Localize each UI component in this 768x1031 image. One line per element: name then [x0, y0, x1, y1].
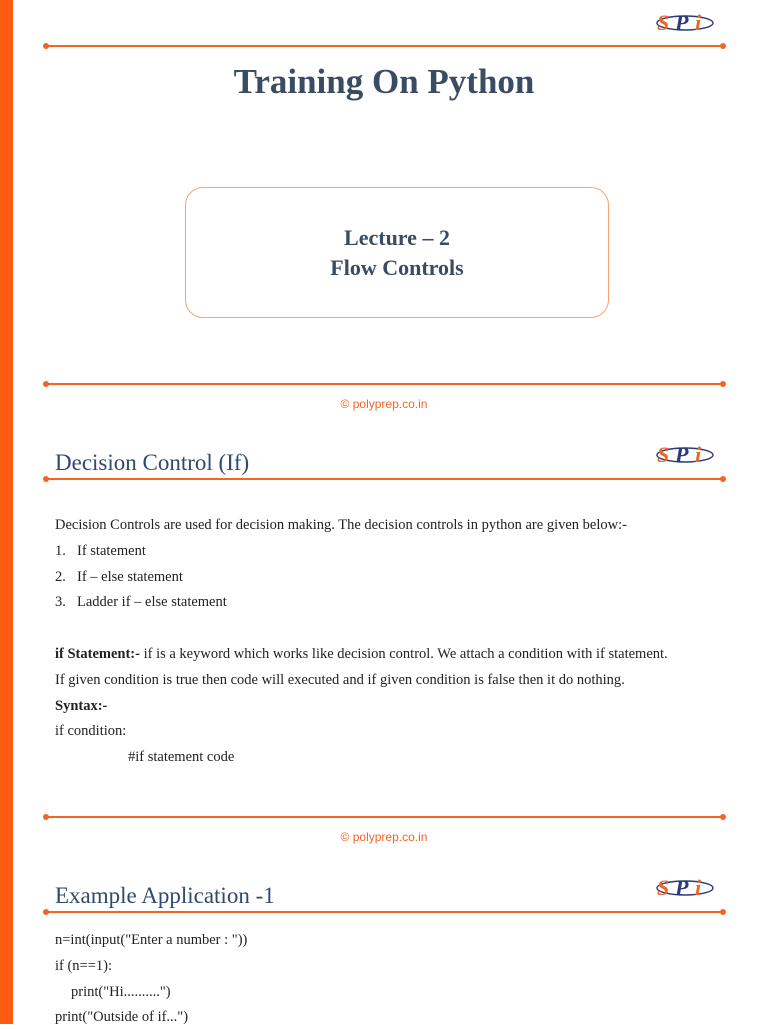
spi-logo-graphic — [655, 873, 715, 901]
slide3-code — [55, 928, 745, 1031]
intro-text: Decision Controls are used for decision making. The decision controls in python are given below:- — [55, 517, 627, 533]
slide2-bottom-divider — [46, 816, 723, 818]
lecture-topic: Flow Controls — [330, 254, 464, 280]
svg-text:P: P — [675, 442, 689, 467]
slide1-top-divider — [46, 45, 723, 47]
svg-text:i: i — [695, 442, 702, 467]
svg-text:S: S — [657, 442, 670, 467]
page-title: Training On Python — [233, 62, 535, 101]
svg-text:S: S — [657, 875, 670, 900]
syntax-body-line: #if statement code — [128, 749, 235, 766]
syntax-label: Syntax:- — [55, 697, 108, 714]
slide2-top-divider — [46, 478, 723, 480]
syntax-line: if condition: — [55, 723, 127, 740]
svg-text:S: S — [657, 10, 670, 35]
slide2-body — [55, 513, 745, 771]
list-item: 1. If statement — [55, 542, 146, 559]
spi-logo — [655, 873, 715, 901]
code-line: print("Outside of if...") — [55, 1009, 189, 1026]
code-line: print("Hi..........") — [71, 983, 171, 1000]
if-statement-desc-2: If given condition is true then code will executed and if given condition is false then it do nothing. — [55, 671, 625, 688]
lecture-box — [185, 187, 609, 318]
slide1-bottom-divider — [46, 383, 723, 385]
slide1-copyright: © polyprep.co.in — [340, 397, 428, 411]
spi-logo-graphic — [655, 8, 715, 36]
lecture-number: Lecture – 2 — [344, 224, 450, 250]
list-item: 3. Ladder if – else statement — [55, 594, 227, 611]
slide3-title: Example Application -1 — [55, 883, 275, 908]
svg-text:P: P — [675, 10, 689, 35]
slide2-title: Decision Control (If) — [55, 450, 250, 475]
list-item: 2. If – else statement — [55, 568, 183, 585]
if-statement-desc: if Statement:- if is a keyword which works like decision control. We attach a condition with if statement. — [55, 645, 668, 662]
spi-logo — [655, 8, 715, 36]
slide2-copyright: © polyprep.co.in — [340, 830, 428, 844]
left-accent-bar — [0, 0, 13, 1024]
code-line: n=int(input("Enter a number : ")) — [55, 932, 248, 948]
svg-text:i: i — [695, 10, 702, 35]
slide3-top-divider — [46, 911, 723, 913]
svg-text:i: i — [695, 875, 702, 900]
code-line: if (n==1): — [55, 957, 113, 974]
spi-logo-graphic — [655, 440, 715, 468]
if-statement-label: if Statement:- — [55, 645, 140, 662]
svg-text:P: P — [675, 875, 689, 900]
spi-logo — [655, 440, 715, 468]
